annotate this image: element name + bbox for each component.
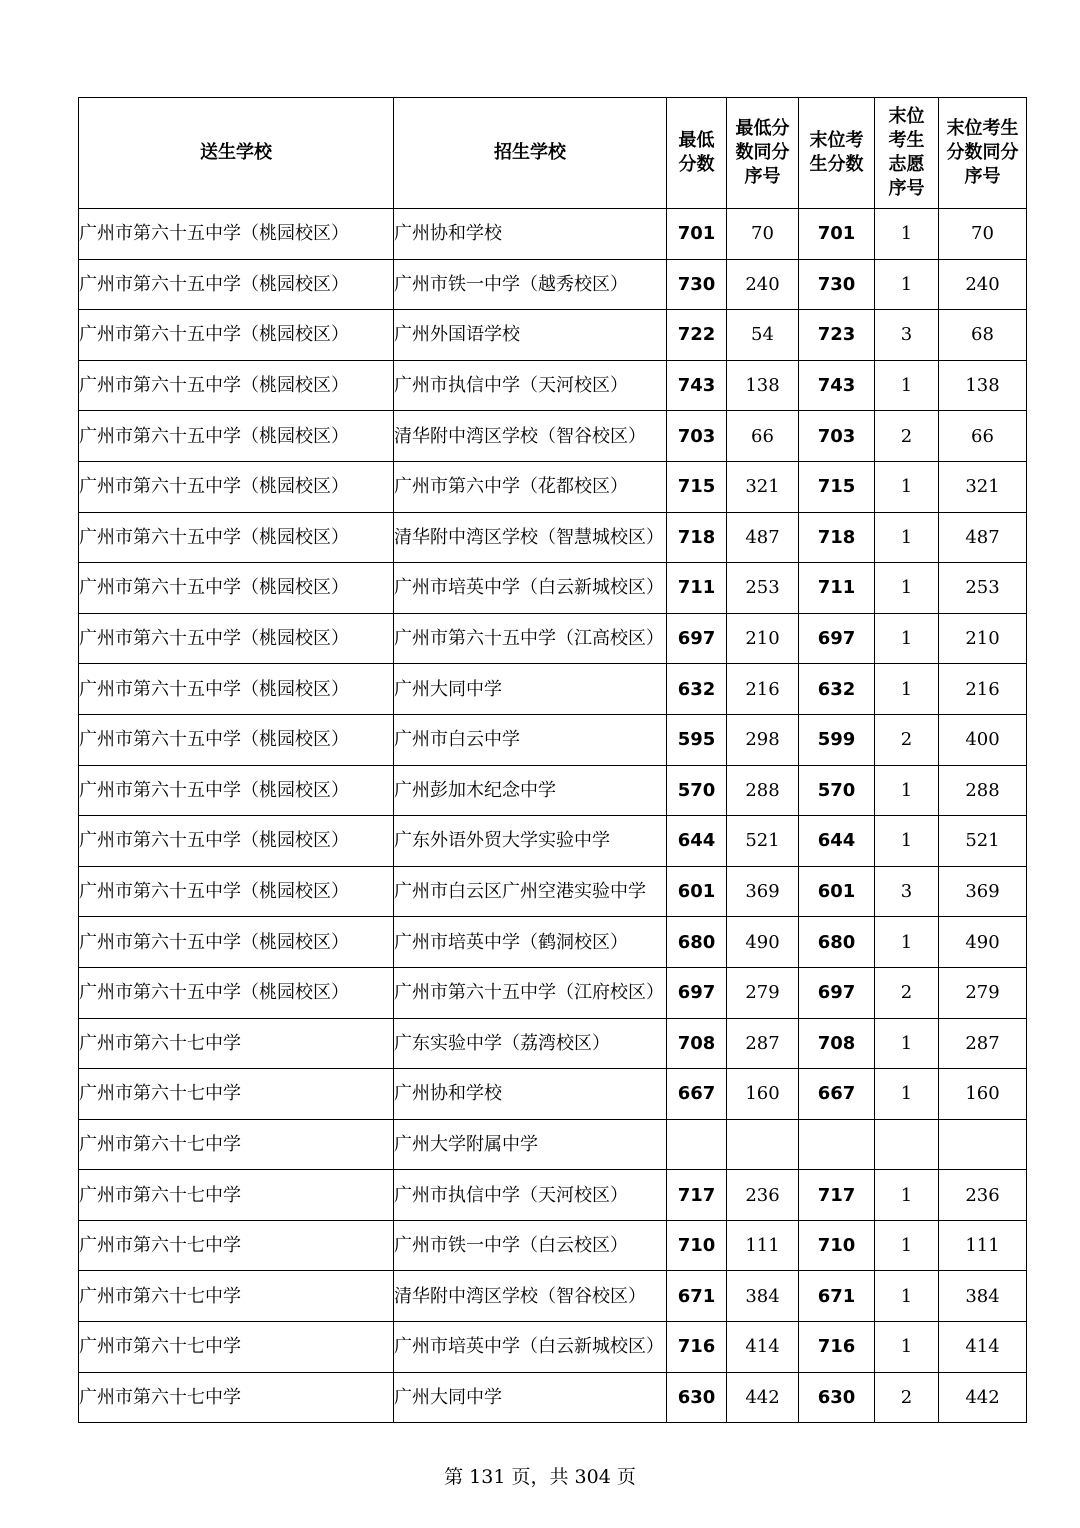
cell-sender-school: 广州市第六十五中学（桃园校区） [79,765,394,816]
cell-sender-school: 广州市第六十五中学（桃园校区） [79,917,394,968]
cell-sender-school: 广州市第六十七中学 [79,1372,394,1423]
cell-last-score-tie-rank: 414 [939,1322,1027,1373]
table-body [79,209,1027,1423]
cell-sender-school: 广州市第六十五中学（桃园校区） [79,411,394,462]
cell-sender-school: 广州市第六十五中学（桃园校区） [79,310,394,361]
cell-sender-school: 广州市第六十七中学 [79,1220,394,1271]
cell-admitting-school: 广州市第六十五中学（江高校区） [394,613,667,664]
cell-min-score-tie-rank: 321 [727,461,799,512]
cell-last-choice-rank: 1 [875,917,939,968]
cell-min-score-tie-rank: 216 [727,664,799,715]
cell-admitting-school: 广东实验中学（荔湾校区） [394,1018,667,1069]
cell-admitting-school: 广州大同中学 [394,1372,667,1423]
table-row [79,1170,1027,1221]
cell-sender-school: 广州市第六十五中学（桃园校区） [79,816,394,867]
cell-last-choice-rank: 3 [875,866,939,917]
cell-min-score-tie-rank: 279 [727,967,799,1018]
cell-min-score-tie-rank: 240 [727,259,799,310]
cell-last-score-tie-rank: 279 [939,967,1027,1018]
cell-min-score: 715 [667,461,727,512]
table-row [79,613,1027,664]
cell-last-choice-rank: 1 [875,816,939,867]
cell-min-score-tie-rank: 490 [727,917,799,968]
cell-min-score-tie-rank: 384 [727,1271,799,1322]
cell-min-score-tie-rank: 369 [727,866,799,917]
cell-last-score: 697 [799,613,875,664]
table-row [79,563,1027,614]
table-row [79,866,1027,917]
cell-last-score-tie-rank: 240 [939,259,1027,310]
cell-last-choice-rank: 3 [875,310,939,361]
table-row [79,1322,1027,1373]
cell-last-score: 671 [799,1271,875,1322]
cell-last-score: 730 [799,259,875,310]
header-admitting-school: 招生学校 [394,98,667,209]
cell-sender-school: 广州市第六十七中学 [79,1119,394,1170]
cell-min-score: 708 [667,1018,727,1069]
header-last-choice-rank: 末位 考生 志愿 序号 [875,98,939,209]
cell-min-score-tie-rank: 442 [727,1372,799,1423]
cell-min-score: 697 [667,613,727,664]
cell-last-score: 601 [799,866,875,917]
cell-last-choice-rank: 1 [875,259,939,310]
cell-last-score-tie-rank: 216 [939,664,1027,715]
cell-sender-school: 广州市第六十七中学 [79,1271,394,1322]
cell-min-score: 680 [667,917,727,968]
cell-last-score-tie-rank: 236 [939,1170,1027,1221]
cell-last-score: 743 [799,360,875,411]
cell-sender-school: 广州市第六十五中学（桃园校区） [79,563,394,614]
header-last-score: 末位考 生分数 [799,98,875,209]
cell-min-score: 722 [667,310,727,361]
cell-last-score-tie-rank: 111 [939,1220,1027,1271]
cell-last-score-tie-rank: 253 [939,563,1027,614]
cell-sender-school: 广州市第六十五中学（桃园校区） [79,259,394,310]
cell-min-score: 730 [667,259,727,310]
cell-min-score: 703 [667,411,727,462]
table-row [79,967,1027,1018]
cell-last-choice-rank: 1 [875,1322,939,1373]
table-row [79,816,1027,867]
cell-min-score: 601 [667,866,727,917]
cell-last-choice-rank: 1 [875,765,939,816]
cell-admitting-school: 广州市第六中学（花都校区） [394,461,667,512]
cell-sender-school: 广州市第六十五中学（桃园校区） [79,613,394,664]
cell-min-score-tie-rank: 487 [727,512,799,563]
cell-admitting-school: 广州市白云区广州空港实验中学 [394,866,667,917]
header-sender-school: 送生学校 [79,98,394,209]
cell-last-score: 703 [799,411,875,462]
cell-last-choice-rank: 1 [875,1018,939,1069]
table-row [79,1372,1027,1423]
table-row [79,209,1027,260]
cell-last-score: 716 [799,1322,875,1373]
cell-last-score-tie-rank: 400 [939,714,1027,765]
cell-min-score-tie-rank: 414 [727,1322,799,1373]
cell-min-score-tie-rank: 287 [727,1018,799,1069]
cell-last-score: 718 [799,512,875,563]
page-footer: 第 131 页，共 304 页 [444,1466,636,1488]
header-min-score-tie-rank: 最低分 数同分 序号 [727,98,799,209]
cell-admitting-school: 广州大学附属中学 [394,1119,667,1170]
cell-last-score: 710 [799,1220,875,1271]
cell-admitting-school: 广州市铁一中学（越秀校区） [394,259,667,310]
table-row [79,259,1027,310]
table-row [79,1119,1027,1170]
cell-last-score [799,1119,875,1170]
cell-min-score-tie-rank: 70 [727,209,799,260]
table-row [79,917,1027,968]
cell-min-score: 743 [667,360,727,411]
cell-last-score: 715 [799,461,875,512]
table-row [79,664,1027,715]
cell-last-choice-rank: 1 [875,563,939,614]
cell-last-choice-rank: 1 [875,1271,939,1322]
cell-admitting-school: 广东外语外贸大学实验中学 [394,816,667,867]
cell-last-score-tie-rank: 70 [939,209,1027,260]
cell-min-score: 701 [667,209,727,260]
cell-min-score: 644 [667,816,727,867]
cell-sender-school: 广州市第六十五中学（桃园校区） [79,967,394,1018]
cell-last-score-tie-rank: 138 [939,360,1027,411]
cell-min-score-tie-rank: 138 [727,360,799,411]
cell-last-score: 717 [799,1170,875,1221]
cell-last-score: 711 [799,563,875,614]
cell-min-score: 718 [667,512,727,563]
cell-min-score: 630 [667,1372,727,1423]
cell-last-score: 667 [799,1069,875,1120]
header-min-score: 最低 分数 [667,98,727,209]
cell-last-score: 723 [799,310,875,361]
cell-min-score-tie-rank: 111 [727,1220,799,1271]
cell-admitting-school: 清华附中湾区学校（智慧城校区） [394,512,667,563]
cell-last-score: 632 [799,664,875,715]
cell-last-choice-rank: 2 [875,1372,939,1423]
cell-min-score [667,1119,727,1170]
cell-last-score: 644 [799,816,875,867]
table-row [79,1271,1027,1322]
cell-last-choice-rank: 1 [875,1220,939,1271]
cell-min-score-tie-rank: 54 [727,310,799,361]
header-row [79,98,1027,209]
cell-last-score-tie-rank: 210 [939,613,1027,664]
cell-min-score: 570 [667,765,727,816]
cell-last-score: 680 [799,917,875,968]
table-row [79,1018,1027,1069]
table-row [79,1069,1027,1120]
cell-admitting-school: 广州市执信中学（天河校区） [394,1170,667,1221]
cell-sender-school: 广州市第六十五中学（桃园校区） [79,866,394,917]
cell-admitting-school: 广州协和学校 [394,1069,667,1120]
cell-sender-school: 广州市第六十五中学（桃园校区） [79,461,394,512]
cell-sender-school: 广州市第六十五中学（桃园校区） [79,512,394,563]
cell-sender-school: 广州市第六十五中学（桃园校区） [79,664,394,715]
table-row [79,310,1027,361]
table-header [79,98,1027,209]
cell-sender-school: 广州市第六十五中学（桃园校区） [79,360,394,411]
cell-sender-school: 广州市第六十五中学（桃园校区） [79,714,394,765]
table-row [79,512,1027,563]
header-last-score-tie-rank: 末位考生 分数同分 序号 [939,98,1027,209]
cell-admitting-school: 广州市执信中学（天河校区） [394,360,667,411]
cell-last-choice-rank: 2 [875,714,939,765]
cell-last-score-tie-rank: 384 [939,1271,1027,1322]
cell-min-score-tie-rank: 160 [727,1069,799,1120]
cell-last-score: 570 [799,765,875,816]
cell-admitting-school: 广州市铁一中学（白云校区） [394,1220,667,1271]
cell-last-choice-rank: 1 [875,1170,939,1221]
cell-last-choice-rank: 1 [875,461,939,512]
cell-min-score-tie-rank: 210 [727,613,799,664]
cell-last-score: 701 [799,209,875,260]
cell-min-score: 716 [667,1322,727,1373]
cell-admitting-school: 广州市培英中学（鹤洞校区） [394,917,667,968]
cell-last-score-tie-rank: 160 [939,1069,1027,1120]
cell-last-choice-rank: 1 [875,1069,939,1120]
cell-last-score-tie-rank: 442 [939,1372,1027,1423]
cell-min-score-tie-rank: 253 [727,563,799,614]
cell-last-choice-rank: 1 [875,613,939,664]
cell-admitting-school: 清华附中湾区学校（智谷校区） [394,1271,667,1322]
cell-sender-school: 广州市第六十七中学 [79,1170,394,1221]
cell-last-choice-rank: 2 [875,411,939,462]
cell-min-score-tie-rank: 521 [727,816,799,867]
cell-admitting-school: 广州市培英中学（白云新城校区） [394,1322,667,1373]
cell-admitting-school: 广州外国语学校 [394,310,667,361]
cell-last-score-tie-rank: 288 [939,765,1027,816]
cell-last-choice-rank: 1 [875,512,939,563]
cell-last-score-tie-rank: 68 [939,310,1027,361]
cell-last-score: 697 [799,967,875,1018]
cell-min-score-tie-rank: 288 [727,765,799,816]
cell-min-score: 697 [667,967,727,1018]
cell-admitting-school: 广州协和学校 [394,209,667,260]
cell-last-choice-rank: 1 [875,664,939,715]
cell-last-score: 599 [799,714,875,765]
cell-last-score: 630 [799,1372,875,1423]
cell-min-score-tie-rank: 298 [727,714,799,765]
cell-min-score: 710 [667,1220,727,1271]
cell-sender-school: 广州市第六十五中学（桃园校区） [79,209,394,260]
cell-admitting-school: 广州大同中学 [394,664,667,715]
cell-last-choice-rank: 2 [875,967,939,1018]
cell-min-score: 711 [667,563,727,614]
cell-last-score-tie-rank: 487 [939,512,1027,563]
cell-min-score-tie-rank: 236 [727,1170,799,1221]
cell-min-score: 632 [667,664,727,715]
cell-last-score-tie-rank: 66 [939,411,1027,462]
cell-last-choice-rank [875,1119,939,1170]
cell-last-score-tie-rank: 369 [939,866,1027,917]
cell-admitting-school: 广州市培英中学（白云新城校区） [394,563,667,614]
cell-admitting-school: 广州彭加木纪念中学 [394,765,667,816]
cell-last-score-tie-rank [939,1119,1027,1170]
table-row [79,714,1027,765]
cell-sender-school: 广州市第六十七中学 [79,1069,394,1120]
table-row [79,461,1027,512]
cell-min-score: 671 [667,1271,727,1322]
cell-last-score: 708 [799,1018,875,1069]
table-row [79,1220,1027,1271]
cell-admitting-school: 广州市白云中学 [394,714,667,765]
cell-last-choice-rank: 1 [875,209,939,260]
cell-last-score-tie-rank: 321 [939,461,1027,512]
cell-min-score: 717 [667,1170,727,1221]
cell-admitting-school: 广州市第六十五中学（江府校区） [394,967,667,1018]
admission-table [78,97,1027,1423]
cell-admitting-school: 清华附中湾区学校（智谷校区） [394,411,667,462]
cell-sender-school: 广州市第六十七中学 [79,1018,394,1069]
cell-last-score-tie-rank: 490 [939,917,1027,968]
cell-sender-school: 广州市第六十七中学 [79,1322,394,1373]
table-row [79,360,1027,411]
cell-min-score: 595 [667,714,727,765]
cell-min-score: 667 [667,1069,727,1120]
cell-last-score-tie-rank: 287 [939,1018,1027,1069]
cell-min-score-tie-rank: 66 [727,411,799,462]
cell-min-score-tie-rank [727,1119,799,1170]
table-row [79,765,1027,816]
cell-last-score-tie-rank: 521 [939,816,1027,867]
cell-last-choice-rank: 1 [875,360,939,411]
table-row [79,411,1027,462]
